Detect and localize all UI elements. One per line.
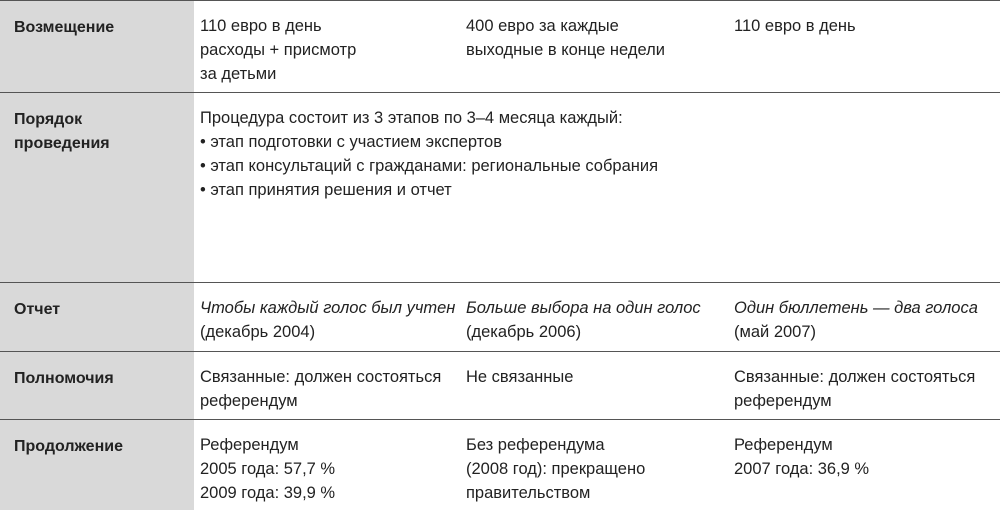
cell-compensation-col2: 400 евро за каждые выходные в конце недели — [466, 17, 665, 59]
cell-report-col2: Больше выбора на один голос (декабрь 2006) — [466, 299, 701, 341]
cell-powers-col1: Связанные: должен состояться референдум — [200, 368, 442, 410]
cell-compensation-col3: 110 евро в день — [734, 17, 856, 35]
cell-continuation-col3: Референдум 2007 года: 36,9 % — [734, 436, 870, 478]
row-header-continuation: Продолжение — [0, 420, 194, 510]
table-row-compensation — [0, 0, 1000, 92]
table-row-procedure — [0, 92, 1000, 282]
row-header-procedure: Порядок проведения — [0, 93, 194, 282]
table-row-report — [0, 282, 1000, 351]
cell-powers-col3: Связанные: должен состояться референдум — [734, 368, 976, 410]
cell-continuation-col1: Референдум 2005 года: 57,7 % 2009 года: 39,9 % — [200, 436, 336, 502]
cell-procedure: Процедура состоит из 3 этапов по 3–4 месяца каждый: • этап подготовки с участием экспертов • этап консультаций с гражданами: региональные собрания • этап принятия решения и отчет — [200, 109, 659, 199]
row-header-compensation: Возмещение — [0, 1, 194, 92]
cell-compensation-col1: 110 евро в день расходы + присмотр за детьми — [200, 17, 357, 83]
row-header-powers: Полномочия — [0, 352, 194, 419]
table-row-continuation — [0, 419, 1000, 510]
table-row-powers — [0, 351, 1000, 419]
cell-continuation-col2: Без референдума (2008 год): прекращено правительством — [466, 436, 646, 502]
row-header-report: Отчет — [0, 283, 194, 351]
cell-report-col3: Один бюллетень — два голоса (май 2007) — [734, 299, 978, 341]
cell-powers-col2: Не связанные — [466, 368, 574, 386]
cell-report-col1: Чтобы каждый голос был учтен (декабрь 2004) — [200, 299, 456, 341]
